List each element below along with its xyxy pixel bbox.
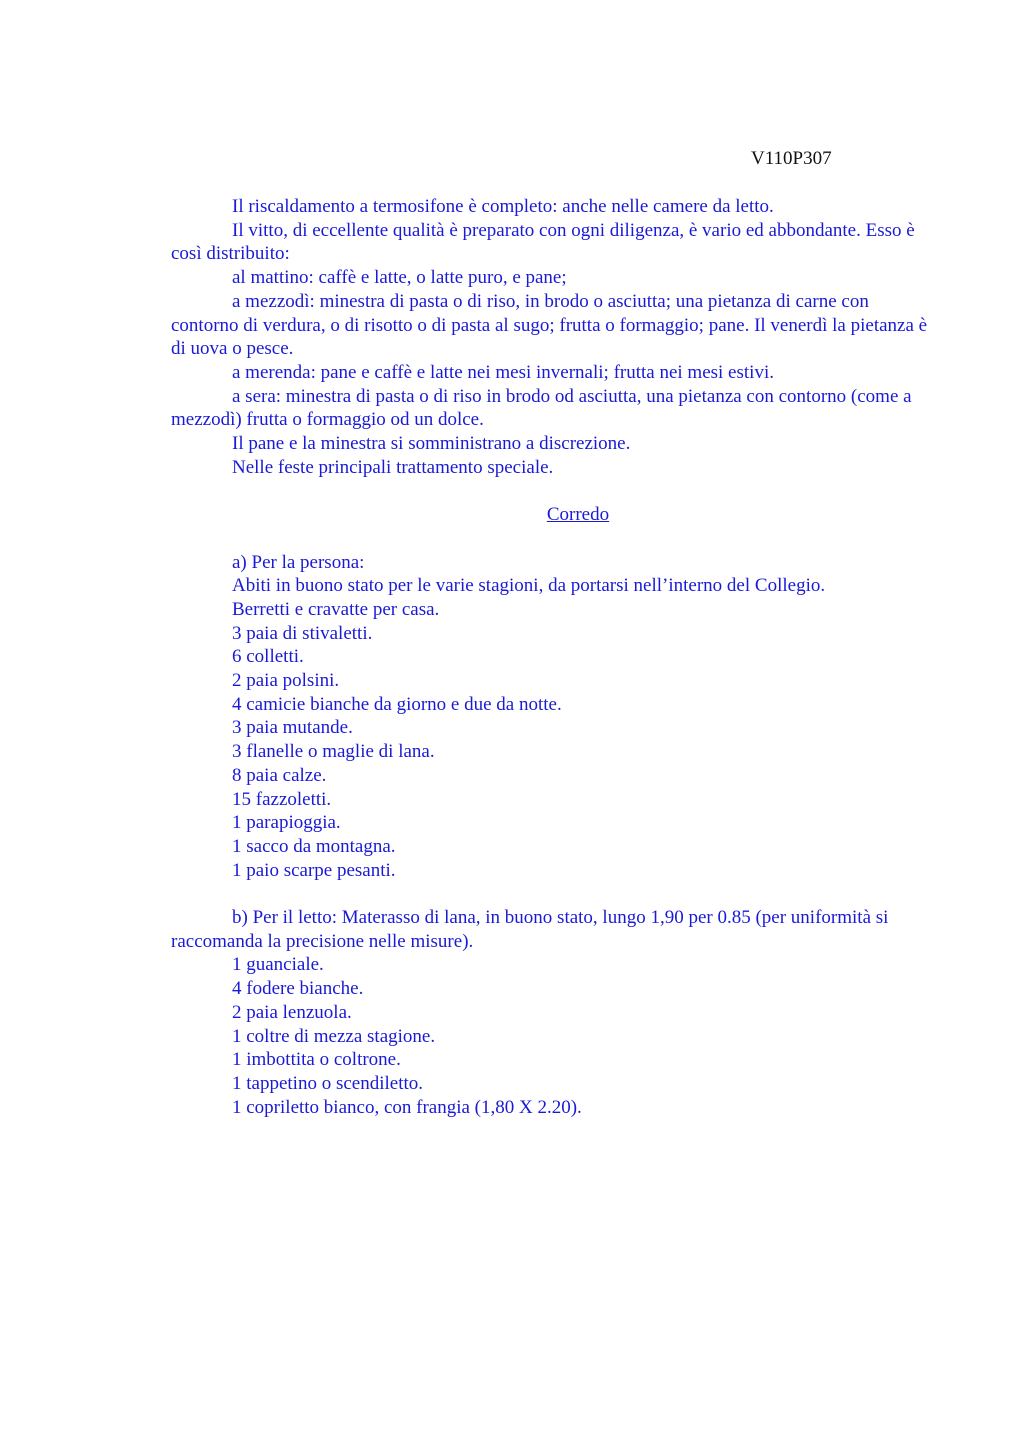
document-body — [171, 195, 931, 1119]
list-item: 15 fazzoletti. — [232, 788, 332, 810]
paragraph-snack: a merenda: pane e caffè e latte nei mesi invernali; frutta nei mesi estivi. — [232, 361, 774, 383]
section-heading-corredo: Corredo — [546, 504, 610, 526]
persona-list — [171, 574, 931, 882]
letto-intro: b) Per il letto: Materasso di lana, in buono stato, lungo 1,90 per 0.85 (per uniformità si raccomanda la precisione nelle misure). — [171, 907, 889, 952]
list-item: 1 paio scarpe pesanti. — [232, 859, 396, 881]
list-item: 4 camicie bianche da giorno e due da notte. — [232, 693, 562, 715]
list-item: 8 paia calze. — [232, 764, 327, 786]
list-item: 1 sacco da montagna. — [232, 835, 396, 857]
list-item: 1 tappetino o scendiletto. — [232, 1072, 424, 1094]
list-item: 3 paia mutande. — [232, 717, 353, 739]
list-item: 1 imbottita o coltrone. — [232, 1049, 401, 1071]
list-item: Abiti in buono stato per le varie stagioni, da portarsi nell’interno del Collegio. — [232, 575, 826, 597]
list-item: 1 guanciale. — [232, 954, 324, 976]
paragraph-morning: al mattino: caffè e latte, o latte puro, e pane; — [232, 267, 567, 289]
paragraph-evening: a sera: minestra di pasta o di riso in brodo od asciutta, una pietanza con contorno (come a mezzodì) frutta o formaggio od un dolce. — [171, 385, 912, 431]
list-item: Berretti e cravatte per casa. — [232, 598, 440, 620]
page-reference: V110P307 — [751, 148, 832, 169]
list-item: 1 parapioggia. — [232, 812, 341, 834]
list-item: 3 flanelle o maglie di lana. — [232, 741, 435, 763]
list-item: 1 copriletto bianco, con frangia (1,80 X 2.20). — [232, 1096, 582, 1118]
list-item: 2 paia polsini. — [232, 670, 340, 692]
paragraph-bread: Il pane e la minestra si somministrano a discrezione. — [232, 433, 631, 455]
letto-list — [171, 953, 931, 1119]
paragraph-noon: a mezzodì: minestra di pasta o di riso, in brodo o asciutta; una pietanza di carne con contorno di verdura, o di risotto o di pasta al sugo; frutta o formaggio; pane. Il venerdì la pietanza è di uova o pesce. — [171, 290, 928, 360]
list-item: 4 fodere bianche. — [232, 978, 364, 1000]
list-item: 6 colletti. — [232, 646, 304, 668]
list-item: 1 coltre di mezza stagione. — [232, 1025, 436, 1047]
paragraph-food: Il vitto, di eccellente qualità è preparato con ogni diligenza, è vario ed abbondante. Esso è così distribuito: — [171, 219, 915, 265]
persona-title: a) Per la persona: — [232, 551, 365, 573]
paragraph-holidays: Nelle feste principali trattamento speciale. — [232, 456, 554, 478]
list-item: 3 paia di stivaletti. — [232, 622, 373, 644]
paragraph-heating: Il riscaldamento a termosifone è completo: anche nelle camere da letto. — [232, 196, 774, 217]
list-item: 2 paia lenzuola. — [232, 1001, 352, 1023]
